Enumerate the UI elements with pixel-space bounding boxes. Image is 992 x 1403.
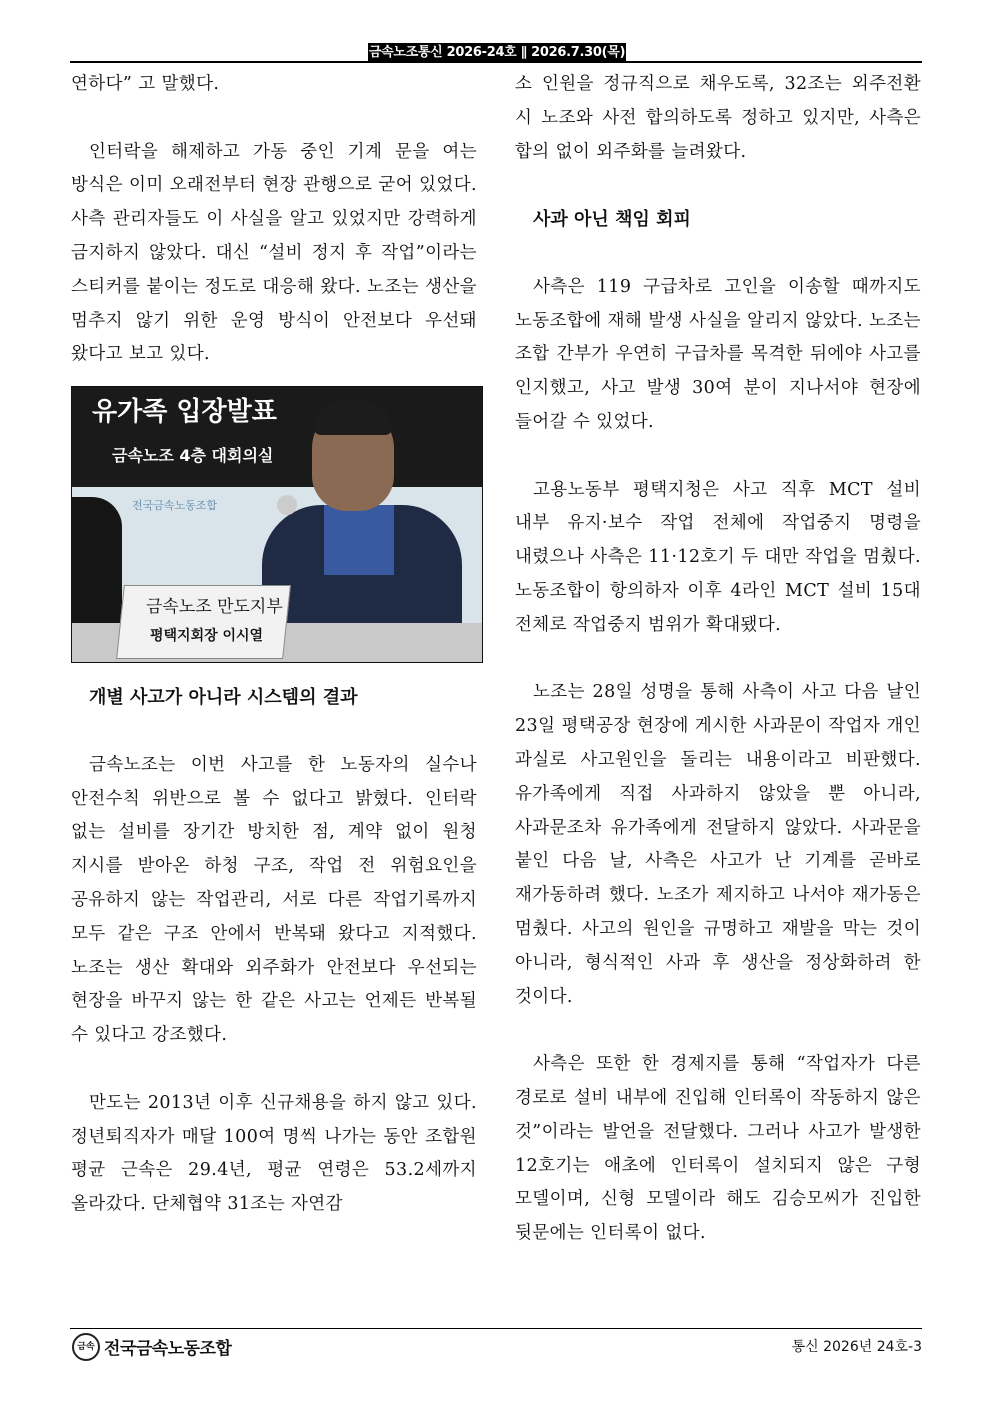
paragraph-gap <box>515 169 921 203</box>
footer-org-name: 전국금속노동조합 <box>104 1339 232 1359</box>
photo-banner <box>72 387 482 487</box>
paragraph-gap <box>71 1053 477 1087</box>
paragraph-gap <box>71 102 477 136</box>
left-paragraph-4: 만도는 2013년 이후 신규채용을 하지 않고 있다. 정년퇴직자가 매달 100여 명씩 나가는 동안 조합원 평균 근속은 29.4년, 평균 연령은 53.2세까지 올라갔다. 단체협약 31조는 자연감 <box>71 1092 477 1215</box>
page-number: 통신 2026년 24호-3 <box>791 1339 922 1355</box>
paragraph-gap <box>515 237 921 271</box>
right-paragraph-5: 사측은 또한 한 경제지를 통해 “작업자가 다른 경로로 설비 내부에 진입해 인터록이 작동하지 않은 것”이라는 발언을 전달했다. 그러나 사고가 발생한 12호기는 애초에 인터록이 설치되지 않은 구형 모델이며, 신형 모델이라 해도 김승모씨가 진입한 뒷문에는 인터록이 없다. <box>515 1054 921 1244</box>
right-paragraph-2: 사측은 119 구급차로 고인을 이송할 때까지도 노동조합에 재해 발생 사실을 알리지 않았다. 노조는 조합 간부가 우연히 구급차를 목격한 뒤에야 사고를 인지했고, 사고 발생 30여 분이 지나서야 현장에 들어갈 수 있었다. <box>515 276 921 432</box>
speaker-hair <box>314 401 392 435</box>
section-heading-apology: 사과 아닌 책임 회피 <box>533 209 691 231</box>
header-rule <box>70 61 922 63</box>
banner-subtitle: 금속노조 4층 대회의실 <box>112 446 274 466</box>
paragraph-gap <box>515 643 921 677</box>
right-paragraph-1: 소 인원을 정규직으로 채우도록, 32조는 외주전환 시 노조와 사전 합의하도록 정하고 있지만, 사측은 합의 없이 외주화를 늘려왔다. <box>515 74 921 162</box>
right-paragraph-3: 고용노동부 평택지청은 사고 직후 MCT 설비 내부 유지·보수 작업 전체에 작업중지 명령을 내렸으나 사측은 11·12호기 두 대만 작업을 멈췄다. 노동조합이 항의하자 이후 4라인 MCT 설비 15대 전체로 작업중지 범위가 확대됐다. <box>515 479 921 635</box>
left-paragraph-3: 금속노조는 이번 사고를 한 노동자의 실수나 안전수칙 위반으로 볼 수 없다고 밝혔다. 인터락 없는 설비를 장기간 방치한 점, 계약 없이 원청 지시를 받아온 하청 구조, 작업 전 위험요인을 공유하지 않는 작업관리, 서로 다른 작업기록까지 모두 같은 구조 안에서 반복돼 왔다고 지적했다. 노조는 생산 확대와 외주화가 안전보다 우선되는 현장을 바꾸지 않는 한 같은 사고는 언제든 반복될 수 있다고 강조했다. <box>71 754 477 1046</box>
left-column <box>71 68 477 1222</box>
left-paragraph-2: 인터락을 해제하고 가동 중인 기계 문을 여는 방식은 이미 오래전부터 현장 관행으로 굳어 있었다. 사측 관리자들도 이 사실을 알고 있었지만 강력하게 금지하지 않았다. 대신 “설비 정지 후 작업”이라는 스티커를 붙이는 정도로 대응해 왔다. 노조는 생산을 멈추지 않기 위한 운영 방식이 안전보다 우선돼 왔다고 보고 있다. <box>71 141 477 365</box>
nameplate-name: 평택지회장 이시열 <box>150 628 264 645</box>
banner-title: 유가족 입장발표 <box>92 397 277 428</box>
issue-header: 금속노조통신 2026-24호 ∥ 2026.7.30(목) <box>368 43 626 63</box>
speaker-shirt <box>324 505 394 575</box>
nameplate-org: 금속노조 만도지부 <box>146 597 283 618</box>
left-paragraph-1: 연하다” 고 말했다. <box>71 74 220 94</box>
section-heading-system: 개별 사고가 아니라 시스템의 결과 <box>89 687 358 709</box>
paragraph-gap <box>515 440 921 474</box>
right-column <box>515 68 921 1251</box>
backdrop-logo-text: 전국금속노동조합 <box>132 499 218 513</box>
footer-rule <box>70 1328 922 1329</box>
union-logo-icon: 금속 <box>72 1333 100 1361</box>
paragraph-gap <box>71 715 477 749</box>
paragraph-gap <box>515 1014 921 1048</box>
right-paragraph-4: 노조는 28일 성명을 통해 사측이 사고 다음 날인 23일 평택공장 현장에 게시한 사과문이 작업자 개인 과실로 사고원인을 돌리는 내용이라고 비판했다. 유가족에게 직접 사과하지 않았을 뿐 아니라, 사과문조차 유가족에게 전달하지 않았다. 사과문을 붙인 다음 날, 사측은 사고가 난 기계를 곧바로 재가동하려 했다. 노조가 제지하고 나서야 재가동은 멈췄다. 사고의 원인을 규명하고 재발을 막는 것이 아니라, 형식적인 사과 후 생산을 정상화하려 한 것이다. <box>515 682 921 1007</box>
press-conference-photo <box>71 386 483 663</box>
